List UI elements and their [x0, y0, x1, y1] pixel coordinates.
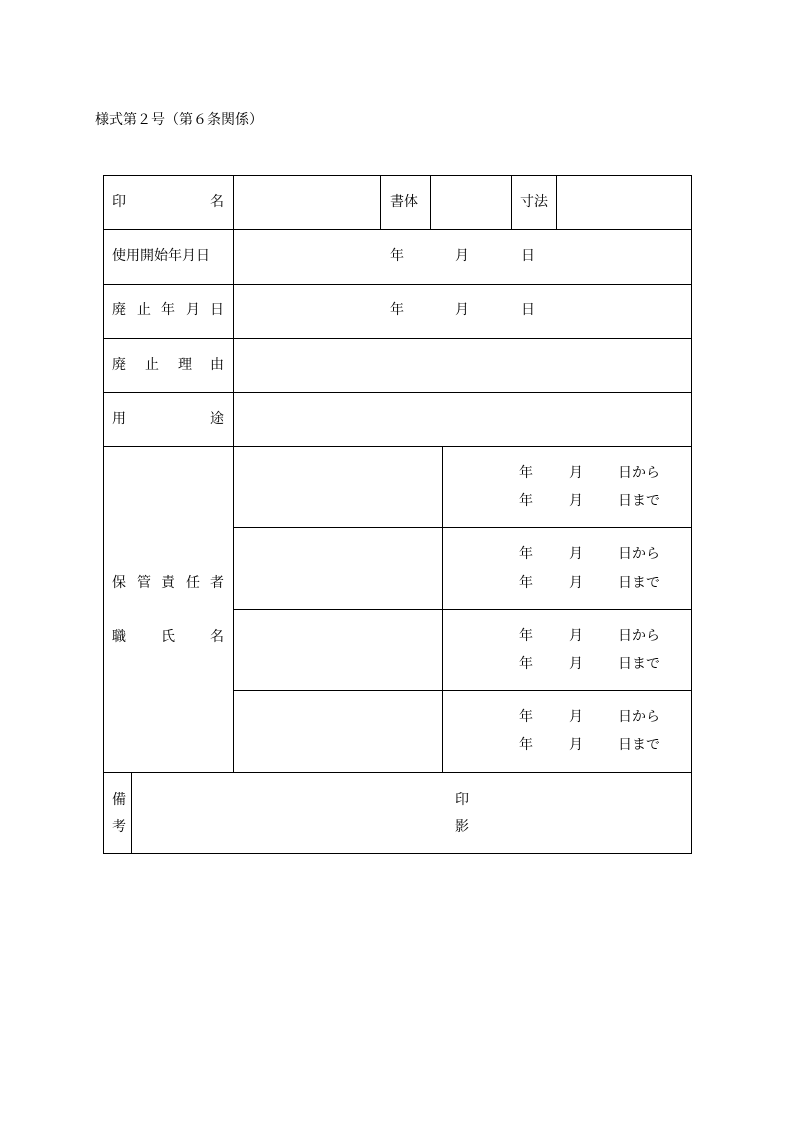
period-from-year: 年 [519, 465, 533, 481]
abolish-date-day: 日 [521, 302, 535, 318]
period-from-month: 月 [569, 546, 583, 562]
seal-impression-label-char: 影 [455, 819, 469, 835]
abolish-date-label-char: 日 [210, 302, 224, 318]
custodian-label-char: 管 [137, 575, 151, 591]
abolish-date-label-char: 止 [137, 302, 151, 318]
abolish-reason-label-char: 理 [178, 357, 192, 373]
start-date-label: 使用開始年月日 [112, 248, 210, 264]
period-to-year: 年 [519, 575, 533, 591]
period-from-month: 月 [569, 628, 583, 644]
period-to-day: 日まで [618, 656, 660, 672]
period-to-month: 月 [569, 737, 583, 753]
use-field[interactable] [234, 393, 691, 446]
period-from-day: 日から [618, 709, 660, 725]
start-date-year: 年 [390, 248, 404, 264]
font-style-label: 書体 [390, 194, 418, 210]
period-from-year: 年 [519, 546, 533, 562]
period-to-year: 年 [519, 493, 533, 509]
period-from-day: 日から [618, 465, 660, 481]
size-label: 寸法 [520, 194, 548, 210]
custodian-label-char: 者 [210, 575, 224, 591]
period-to-day: 日まで [618, 575, 660, 591]
custodian-label-char: 責 [161, 575, 175, 591]
seal-name-field[interactable] [234, 176, 380, 229]
seal-impression-label-char: 印 [455, 792, 469, 808]
period-to-day: 日まで [618, 493, 660, 509]
abolish-reason-field[interactable] [234, 339, 691, 392]
abolish-date-label-char: 廃 [112, 302, 126, 318]
period-to-day: 日まで [618, 737, 660, 753]
remarks-label-char: 備 [112, 792, 126, 808]
period-to-year: 年 [519, 737, 533, 753]
size-field[interactable] [557, 176, 691, 229]
position-name-label-char: 氏 [161, 629, 175, 645]
period-from-year: 年 [519, 709, 533, 725]
custodian-label-char: 保 [112, 575, 126, 591]
period-to-year: 年 [519, 656, 533, 672]
remarks-label-char: 考 [112, 819, 126, 835]
seal-name-label-char: 印 [112, 194, 126, 210]
period-to-month: 月 [569, 656, 583, 672]
abolish-date-year: 年 [390, 302, 404, 318]
form-title: 様式第２号（第６条関係） [95, 112, 263, 128]
abolish-date-label-char: 年 [161, 302, 175, 318]
position-name-label-char: 職 [112, 629, 126, 645]
custodian-name-field[interactable] [234, 447, 442, 527]
use-label-char: 用 [112, 411, 126, 427]
period-from-month: 月 [569, 465, 583, 481]
start-date-day: 日 [521, 248, 535, 264]
position-name-label-char: 名 [210, 629, 224, 645]
period-from-day: 日から [618, 628, 660, 644]
seal-name-label-char: 名 [210, 194, 224, 210]
abolish-reason-label-char: 止 [145, 357, 159, 373]
custodian-name-field[interactable] [234, 610, 442, 690]
abolish-reason-label-char: 廃 [112, 357, 126, 373]
use-label-char: 途 [210, 411, 224, 427]
custodian-name-field[interactable] [234, 691, 442, 772]
start-date-month: 月 [455, 248, 469, 264]
period-from-year: 年 [519, 628, 533, 644]
period-from-day: 日から [618, 546, 660, 562]
abolish-date-label-char: 月 [186, 302, 200, 318]
custodian-name-field[interactable] [234, 528, 442, 609]
period-from-month: 月 [569, 709, 583, 725]
period-to-month: 月 [569, 575, 583, 591]
remarks-field[interactable] [132, 773, 691, 853]
font-style-field[interactable] [431, 176, 511, 229]
custodian-label-char: 任 [186, 575, 200, 591]
abolish-reason-label-char: 由 [210, 357, 224, 373]
period-to-month: 月 [569, 493, 583, 509]
abolish-date-month: 月 [455, 302, 469, 318]
